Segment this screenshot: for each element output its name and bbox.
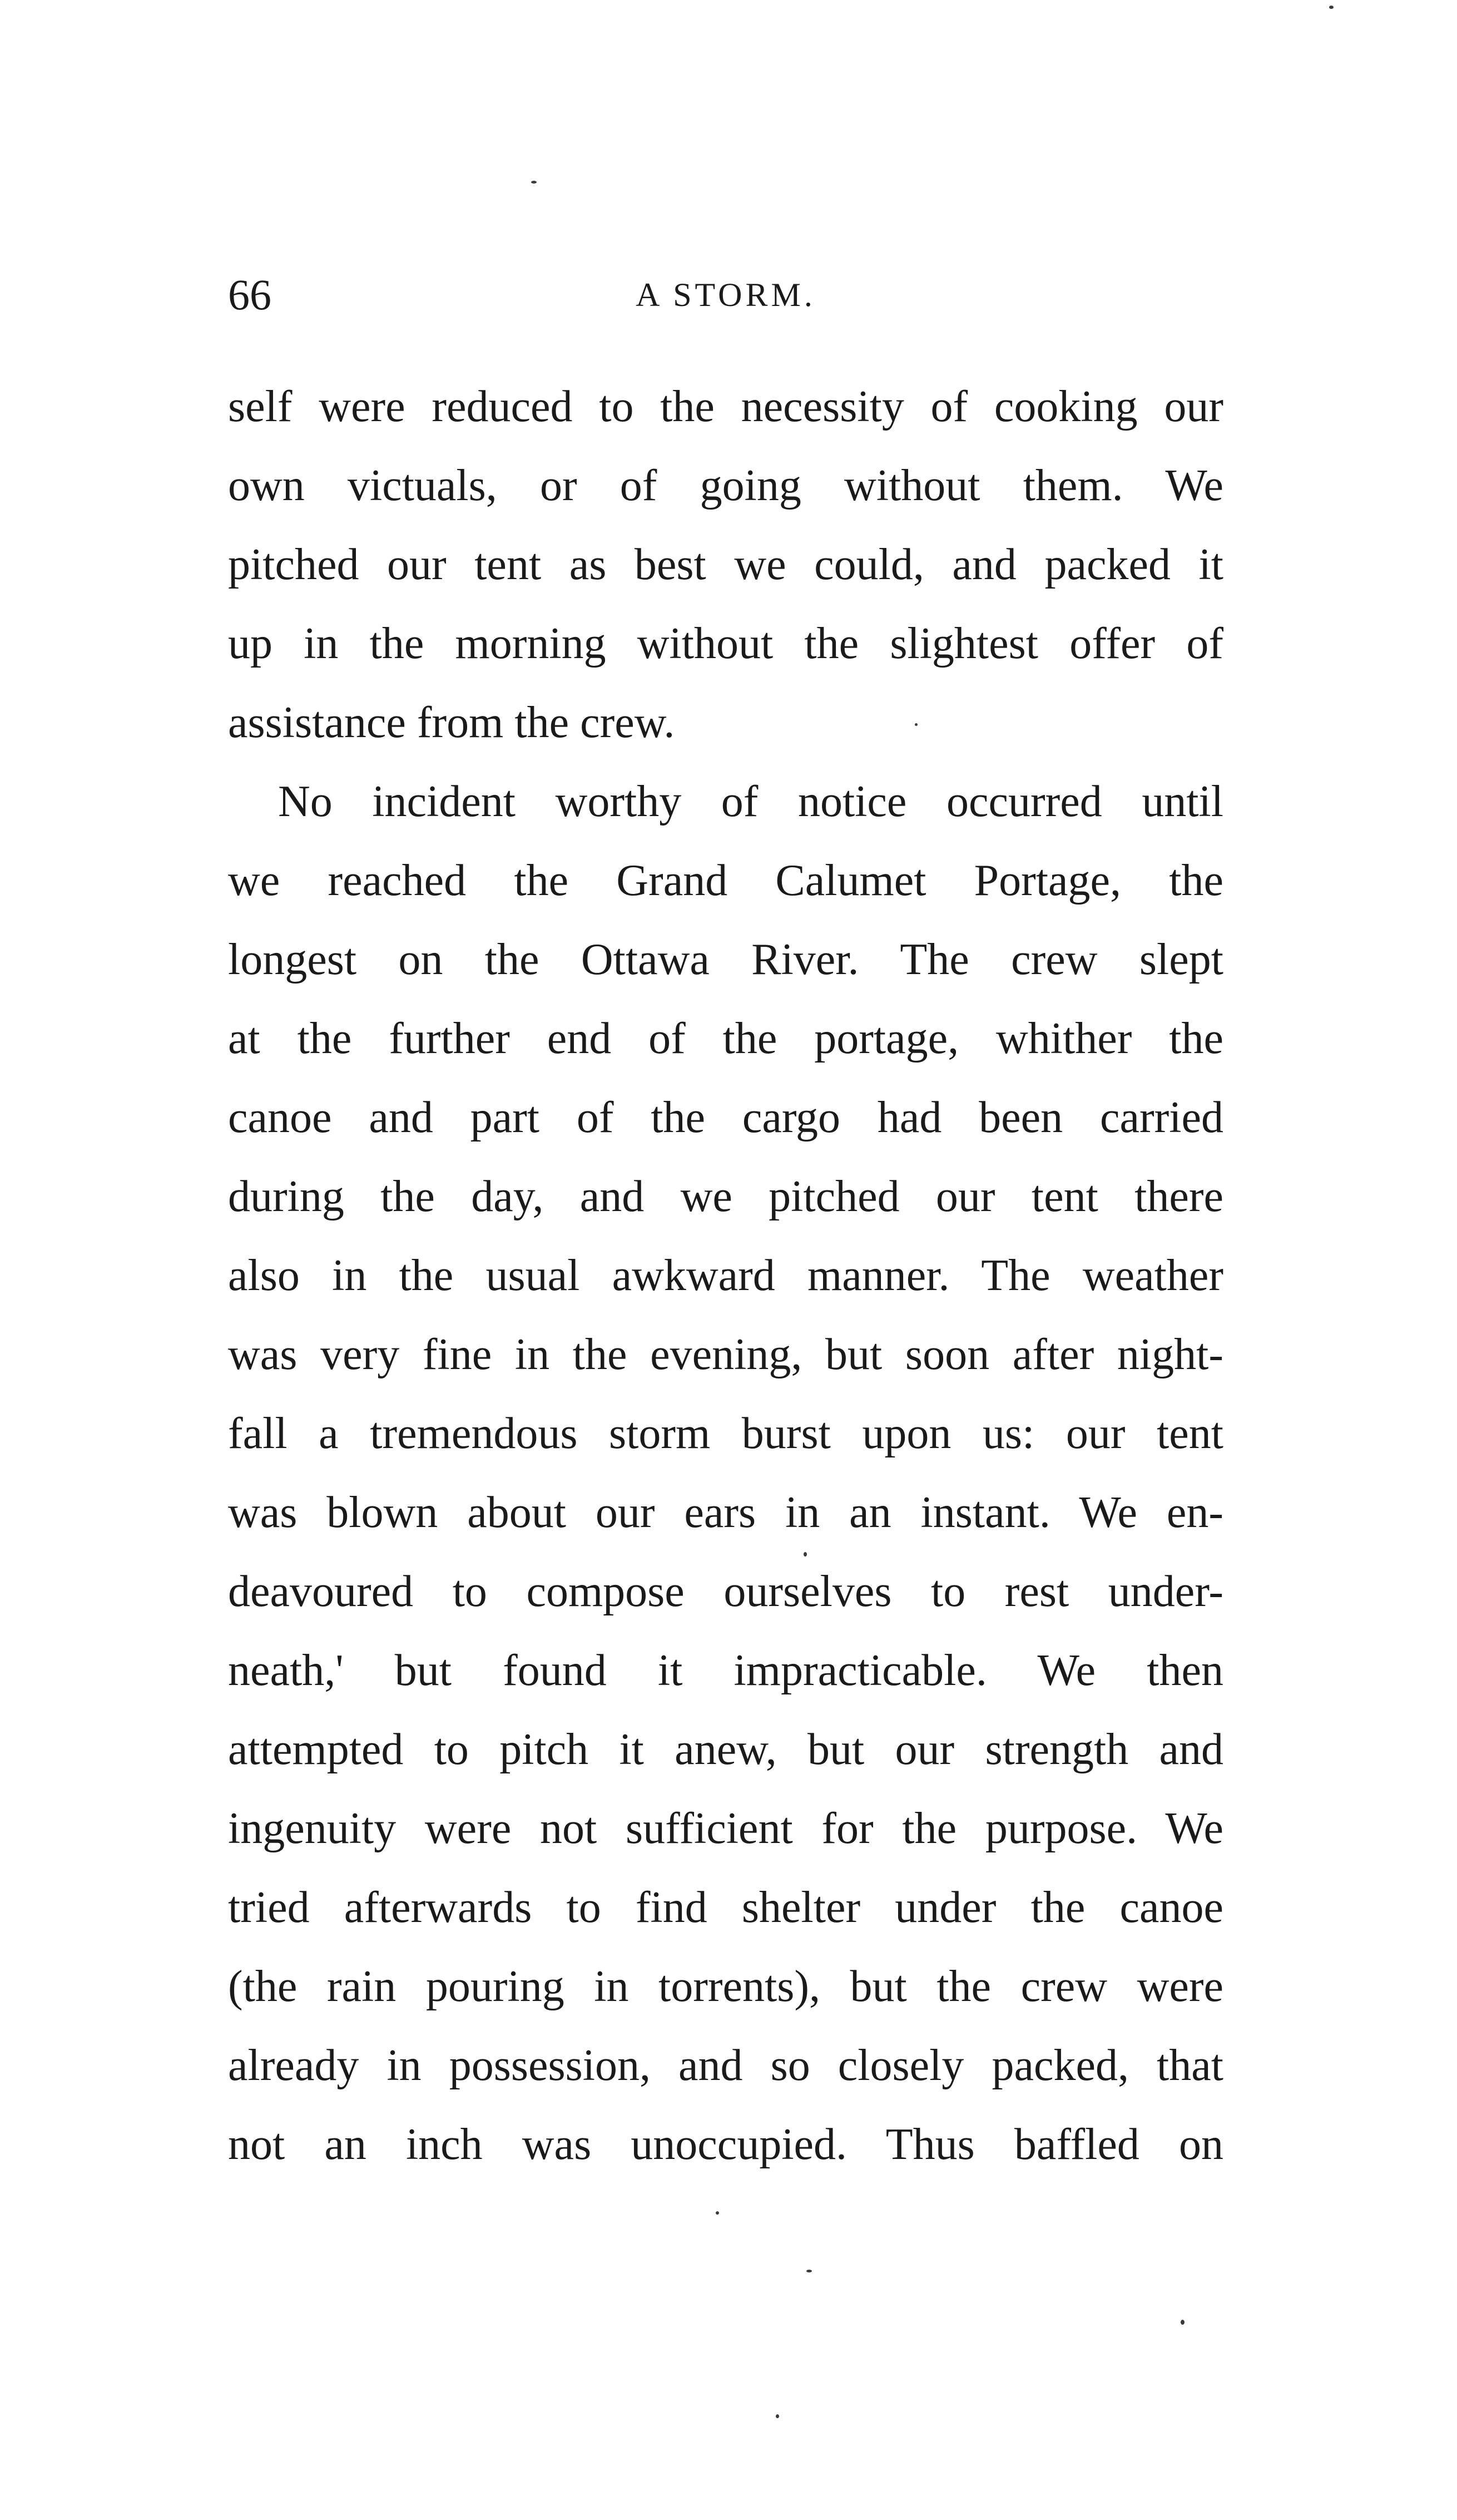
page-number: 66 (228, 270, 271, 319)
text-line: assistance from the crew. (228, 698, 675, 747)
text-line: was blown about our ears in an instant. We en- (228, 1488, 1223, 1537)
text-line: deavoured to compose ourselves to rest under- (228, 1567, 1223, 1616)
text-line: fall a tremendous storm burst upon us: our tent (228, 1409, 1223, 1458)
text-line: also in the usual awkward manner. The weather (228, 1251, 1223, 1300)
scan-speck (804, 1552, 807, 1557)
text-line: tried afterwards to find shelter under the canoe (228, 1883, 1223, 1932)
scan-speck (915, 723, 918, 726)
text-line: at the further end of the portage, whither the (228, 1014, 1223, 1063)
text-line: was very fine in the evening, but soon after night- (228, 1330, 1223, 1379)
text-line: neath,' but found it impracticable. We then (228, 1646, 1223, 1695)
running-head (228, 261, 1223, 328)
text-line: ingenuity were not sufficient for the purpose. We (228, 1804, 1223, 1853)
text-line: canoe and part of the cargo had been carried (228, 1093, 1223, 1142)
scan-speck (776, 2414, 779, 2418)
text-line: not an inch was unoccupied. Thus baffled on (228, 2120, 1223, 2169)
body-text (228, 367, 1223, 2184)
scan-speck (806, 2270, 812, 2272)
running-title: A STORM. (636, 276, 816, 313)
text-line: (the rain pouring in torrents), but the crew were (228, 1962, 1223, 2011)
text-line: already in possession, and so closely packed, that (228, 2041, 1223, 2090)
text-line: during the day, and we pitched our tent there (228, 1172, 1223, 1221)
scan-speck (531, 181, 537, 184)
scan-speck (1329, 6, 1334, 9)
text-line: self were reduced to the necessity of cooking our (228, 382, 1223, 431)
text-line: longest on the Ottawa River. The crew slept (228, 935, 1223, 984)
text-line: attempted to pitch it anew, but our strength and (228, 1725, 1223, 1774)
text-line: we reached the Grand Calumet Portage, the (228, 856, 1223, 905)
text-line: own victuals, or of going without them. We (228, 461, 1223, 510)
scan-speck (716, 2211, 719, 2215)
scan-speck (1181, 2320, 1185, 2325)
text-line: pitched our tent as best we could, and packed it (228, 540, 1223, 589)
text-line: up in the morning without the slightest offer of (228, 619, 1223, 668)
paragraph-start-line: No incident worthy of notice occurred until (278, 777, 1223, 826)
